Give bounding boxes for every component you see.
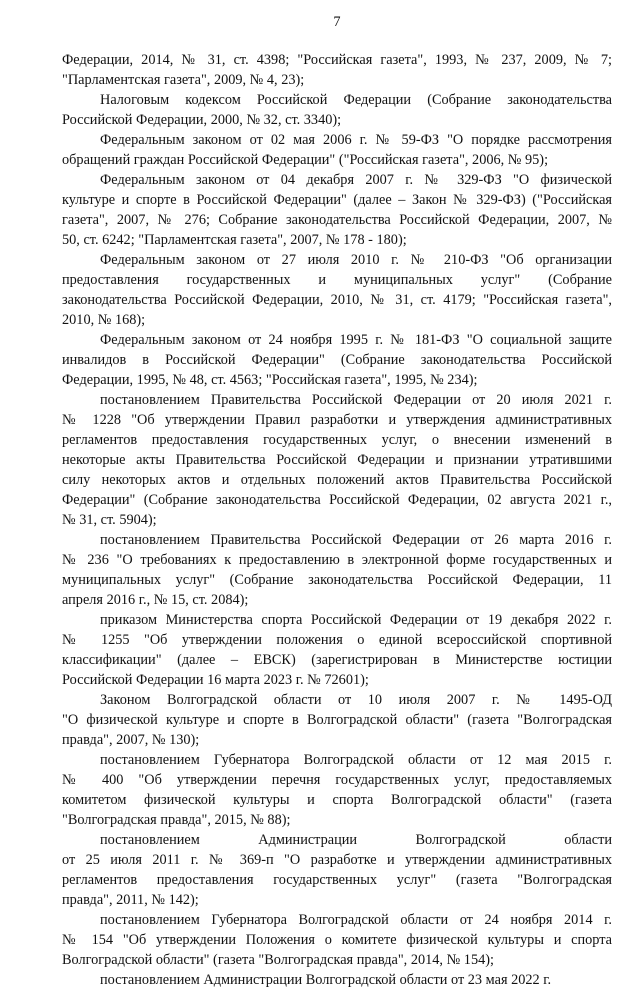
paragraph-line: классификации" (далее – ЕВСК) (зарегистрирован в Министерстве юстиции — [62, 652, 612, 668]
paragraph-line: Федерации, 2014, № 31, ст. 4398; "Российская газета", 1993, № 237, 2009, № 7; — [62, 52, 612, 68]
paragraph-line: Российской Федерации, 2000, № 32, ст. 3340); — [62, 112, 342, 128]
paragraph-line: постановлением Администрации Волгоградской области — [100, 832, 612, 848]
paragraph-line: Российской Федерации 16 марта 2023 г. № 72601); — [62, 672, 369, 688]
paragraph-line: "О физической культуре и спорте в Волгоградской области" (газета "Волгоградская — [62, 712, 612, 728]
paragraph-line: № 1255 "Об утверждении положения о единой всероссийской спортивной — [62, 632, 612, 648]
paragraph-line: № 31, ст. 5904); — [62, 512, 157, 528]
document-body — [62, 50, 612, 990]
paragraph — [62, 750, 612, 830]
paragraph-line: муниципальных услуг" (Собрание законодательства Российской Федерации, 11 — [62, 572, 612, 588]
paragraph-line: "Парламентская газета", 2009, № 4, 23); — [62, 72, 305, 88]
paragraph-line: Федерации" (Собрание законодательства Российской Федерации, 02 августа 2021 г., — [62, 492, 612, 508]
paragraph-line: Федеральным законом от 27 июля 2010 г. № 210-ФЗ "Об организации — [100, 252, 612, 268]
paragraph-line: № 1228 "Об утверждении Правил разработки и утверждения административных — [62, 412, 612, 428]
paragraph — [62, 910, 612, 970]
paragraph-line: 50, ст. 6242; "Парламентская газета", 2007, № 178 - 180); — [62, 232, 407, 248]
paragraph-line: 2010, № 168); — [62, 312, 146, 328]
paragraph — [62, 390, 612, 530]
paragraph-line: регламентов предоставления государственных услуг" (газета "Волгоградская — [62, 872, 612, 888]
paragraph — [62, 90, 612, 130]
paragraph-line: "Волгоградская правда", 2015, № 88); — [62, 812, 291, 828]
paragraph — [62, 330, 612, 390]
paragraph-line: № 400 "Об утверждении перечня государственных услуг, предоставляемых — [62, 772, 612, 788]
paragraph-line: постановлением Губернатора Волгоградской области от 12 мая 2015 г. — [100, 752, 612, 768]
paragraph-line: инвалидов в Российской Федерации" (Собрание законодательства Российской — [62, 352, 612, 368]
paragraph-line: Федеральным законом от 24 ноября 1995 г. № 181-ФЗ "О социальной защите — [100, 332, 612, 348]
paragraph-line: Законом Волгоградской области от 10 июля 2007 г. № 1495-ОД — [100, 692, 612, 708]
paragraph-line: некоторые акты Правительства Российской Федерации и признании утратившими — [62, 452, 612, 468]
paragraph-line: приказом Министерства спорта Российской Федерации от 19 декабря 2022 г. — [100, 612, 612, 628]
paragraph — [62, 130, 612, 170]
paragraph-line: постановлением Администрации Волгоградской области от 23 мая 2022 г. — [100, 972, 552, 988]
paragraph-line: № 236 "О требованиях к предоставлению в электронной форме государственных и — [62, 552, 612, 568]
paragraph-line: обращений граждан Российской Федерации" ("Российская газета", 2006, № 95); — [62, 152, 549, 168]
paragraph — [62, 50, 612, 90]
paragraph-line: постановлением Правительства Российской Федерации от 26 марта 2016 г. — [100, 532, 612, 548]
paragraph-line: комитетом физической культуры и спорта Волгоградской области" (газета — [62, 792, 612, 808]
paragraph-line: Федеральным законом от 02 мая 2006 г. № 59-ФЗ "О порядке рассмотрения — [100, 132, 612, 148]
paragraph — [62, 970, 612, 990]
paragraph-line: Налоговым кодексом Российской Федерации (Собрание законодательства — [100, 92, 612, 108]
paragraph-line: постановлением Правительства Российской Федерации от 20 июля 2021 г. — [100, 392, 612, 408]
paragraph-line: постановлением Губернатора Волгоградской области от 24 ноября 2014 г. — [100, 912, 612, 928]
paragraph — [62, 530, 612, 610]
paragraph-line: апреля 2016 г., № 15, ст. 2084); — [62, 592, 249, 608]
paragraph-line: от 25 июля 2011 г. № 369-п "О разработке и утверждении административных — [62, 852, 612, 868]
paragraph — [62, 610, 612, 690]
page-number: 7 — [333, 14, 341, 30]
paragraph — [62, 830, 612, 910]
paragraph-line: правда", 2007, № 130); — [62, 732, 200, 748]
paragraph-line: законодательства Российской Федерации, 2010, № 31, ст. 4179; "Российская газета", — [62, 292, 612, 308]
paragraph-line: газета", 2007, № 276; Собрание законодательства Российской Федерации, 2007, № — [62, 212, 612, 228]
paragraph-line: № 154 "Об утверждении Положения о комитете физической культуры и спорта — [62, 932, 612, 948]
paragraph — [62, 170, 612, 250]
paragraph-line: Федеральным законом от 04 декабря 2007 г. № 329-ФЗ "О физической — [100, 172, 612, 188]
paragraph-line: правда", 2011, № 142); — [62, 892, 199, 908]
paragraph — [62, 690, 612, 750]
paragraph-line: Федерации, 1995, № 48, ст. 4563; "Российская газета", 1995, № 234); — [62, 372, 478, 388]
paragraph-line: предоставления государственных и муниципальных услуг" (Собрание — [62, 272, 612, 288]
paragraph-line: силу некоторых актов и отдельных положений актов Правительства Российской — [62, 472, 612, 488]
paragraph-line: культуре и спорте в Российской Федерации" (далее – Закон № 329-ФЗ) ("Российская — [62, 192, 612, 208]
paragraph-line: регламентов предоставления государственных услуг, о внесении изменений в — [62, 432, 612, 448]
paragraph — [62, 250, 612, 330]
paragraph-line: Волгоградской области" (газета "Волгоградская правда", 2014, № 154); — [62, 952, 494, 968]
